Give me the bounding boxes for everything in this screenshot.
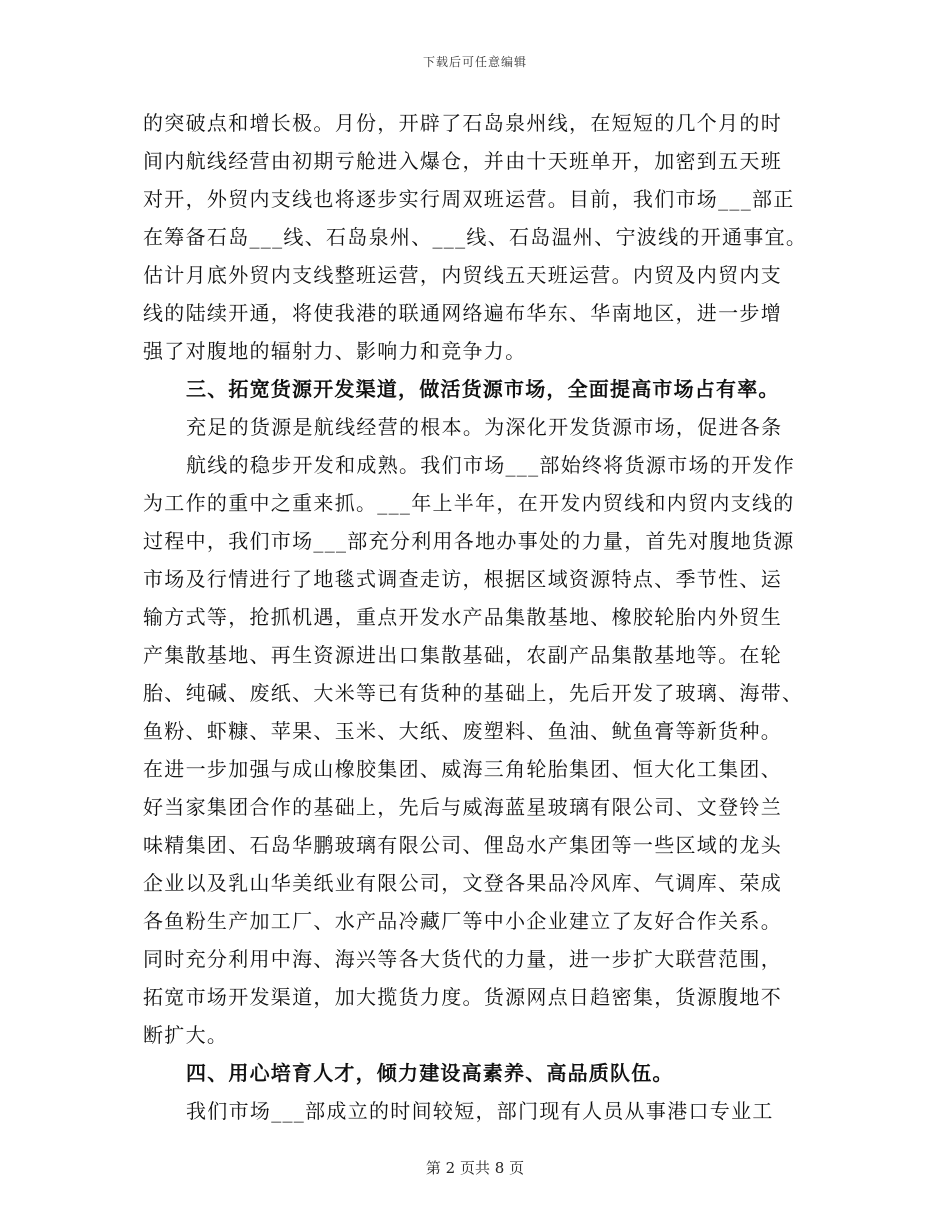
body-line: 味精集团、石岛华鹏玻璃有限公司、俚岛水产集团等一些区域的龙头 xyxy=(143,833,782,857)
body-line: 胎、纯碱、废纸、大米等已有货种的基础上，先后开发了玻璃、海带、 xyxy=(143,681,804,705)
body-line: 的突破点和增长极。月份，开辟了石岛泉州线，在短短的几个月的时 xyxy=(143,111,782,135)
body-line: 过程中，我们市场___部充分利用各地办事处的力量，首先对腹地货源 xyxy=(143,529,795,553)
page-header: 下载后可任意编辑 xyxy=(422,55,527,69)
body-line: 市场及行情进行了地毯式调查走访，根据区域资源特点、季节性、运 xyxy=(143,567,782,591)
body-line: 断扩大。 xyxy=(143,1023,229,1047)
body-line: 在筹备石岛___线、石岛泉州、___线、石岛温州、宁波线的开通事宜。 xyxy=(143,225,808,249)
body-line: 为工作的重中之重来抓。___年上半年，在开发内贸线和内贸内支线的 xyxy=(143,491,795,515)
body-line: 各鱼粉生产加工厂、水产品冷藏厂等中小企业建立了友好合作关系。 xyxy=(143,909,782,933)
body-line: 强了对腹地的辐射力、影响力和竞争力。 xyxy=(143,339,527,363)
body-line: 估计月底外贸内支线整班运营，内贸线五天班运营。内贸及内贸内支 xyxy=(143,263,782,287)
body-line: 企业以及乳山华美纸业有限公司，文登各果品冷风库、气调库、荣成 xyxy=(143,871,782,895)
body-line: 鱼粉、虾糠、苹果、玉米、大纸、废塑料、鱼油、鱿鱼膏等新货种。 xyxy=(143,719,782,743)
body-line: 在进一步加强与成山橡胶集团、威海三角轮胎集团、恒大化工集团、 xyxy=(143,757,782,781)
body-line: 同时充分利用中海、海兴等各大货代的力量，进一步扩大联营范围， xyxy=(143,947,782,971)
body-line: 输方式等，抢抓机遇，重点开发水产品集散基地、橡胶轮胎内外贸生 xyxy=(143,605,782,629)
section-heading: 四、用心培育人才，倾力建设高素养、高品质队伍。 xyxy=(186,1061,674,1085)
body-line: 好当家集团合作的基础上，先后与威海蓝星玻璃有限公司、文登铃兰 xyxy=(143,795,782,819)
document-body xyxy=(143,104,808,1130)
body-line: 拓宽市场开发渠道，加大揽货力度。货源网点日趋密集，货源腹地不 xyxy=(143,985,782,1009)
body-line: 航线的稳步开发和成熟。我们市场___部始终将货源市场的开发作 xyxy=(186,453,795,477)
body-line: 产集散基地、再生资源进出口集散基础，农副产品集散基地等。在轮 xyxy=(143,643,782,667)
body-line: 充足的货源是航线经营的根本。为深化开发货源市场，促进各条 xyxy=(186,415,783,439)
body-line: 线的陆续开通，将使我港的联通网络遍布华东、华南地区，进一步增 xyxy=(143,301,782,325)
body-line: 我们市场___部成立的时间较短，部门现有人员从事港口专业工 xyxy=(186,1099,774,1123)
page-footer: 第 2 页共 8 页 xyxy=(425,1159,525,1177)
body-line: 对开，外贸内支线也将逐步实行周双班运营。目前，我们市场___部正 xyxy=(143,187,795,211)
section-heading: 三、拓宽货源开发渠道，做活货源市场，全面提高市场占有率。 xyxy=(186,377,780,401)
body-line: 间内航线经营由初期亏舱进入爆仓，并由十天班单开，加密到五天班 xyxy=(143,149,782,173)
